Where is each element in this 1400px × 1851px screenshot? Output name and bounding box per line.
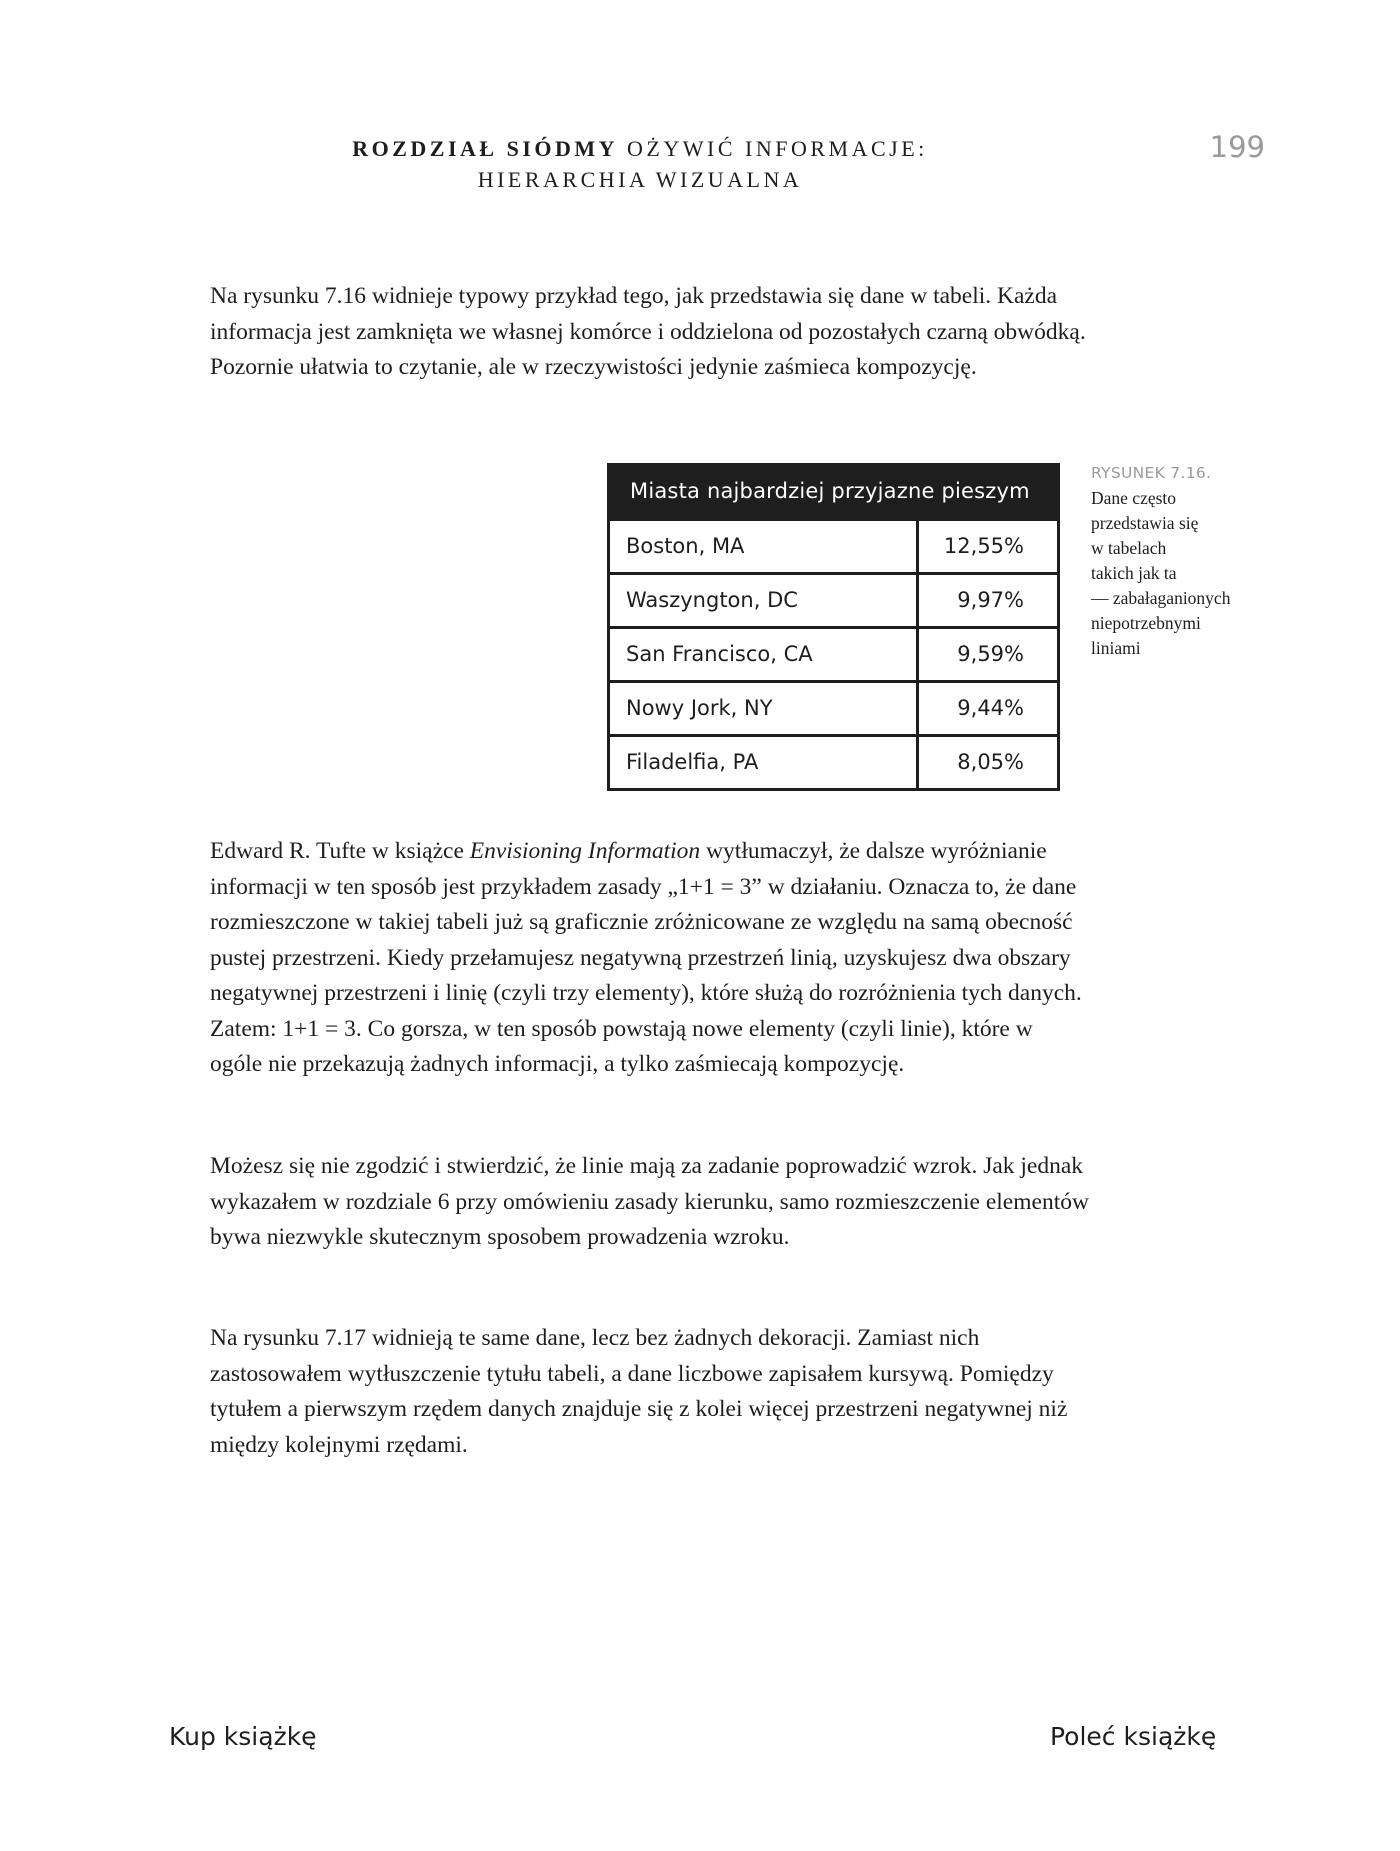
table-cell-city: San Francisco, CA [610, 629, 916, 680]
paragraph-3: Możesz się nie zgodzić i stwierdzić, że linie mają za zadanie poprowadzić wzrok. Jak jednak wykazałem w rozdziale 6 przy omówieniu zasady kierunku, samo rozmieszczenie elementów bywa niezwykle skutecznym sposobem prowadzenia wzroku. [210, 1153, 1089, 1250]
table-cell-value: 9,97% [919, 575, 1057, 626]
paragraph-4: Na rysunku 7.17 widnieją te same dane, lecz bez żadnych dekoracji. Zamiast nich zastosowałem wytłuszczenie tytułu tabeli, a dane liczbowe zapisałem kursywą. Pomiędzy tytułem a pierwszym rzędem danych znajduje się z kolei więcej przestrzeni negatywnej niż między kolejnymi rzędami. [210, 1325, 1068, 1458]
table-row [610, 629, 1057, 680]
paragraph-2-start: Edward R. Tufte w książce [210, 838, 470, 864]
header-line-1 [210, 133, 1070, 164]
paragraph-2-rest: wytłumaczył, że dalsze wyróżnianie informacji w ten sposób jest przykładem zasady „1+1 = 3” w działaniu. Oznacza to, że dane rozmieszczone w takiej tabeli już są graficznie zróżnicowane ze względu na samą obecność pustej przestrzeni. Kiedy przełamujesz negatywną przestrzeń linią, uzyskujesz dwa obszary negatywnej przestrzeni i linię (czyli trzy elementy), które służą do rozróżnienia tych danych. Zatem: 1+1 = 3. Co gorsza, w ten sposób powstają nowe elementy (czyli linie), które w ogóle nie przekazują żadnych informacji, a tylko zaśmiecają kompozycję. [210, 838, 1082, 1077]
table-cell-value: 8,05% [919, 737, 1057, 788]
table-row [610, 575, 1057, 626]
table-cell-value: 9,59% [919, 629, 1057, 680]
running-header [210, 133, 1070, 195]
table-row [610, 737, 1057, 788]
caption-label: RYSUNEK 7.16. [1091, 464, 1212, 482]
paragraph-2 [210, 834, 1090, 1083]
caption-line: takich jak ta [1091, 563, 1177, 583]
table-title: Miasta najbardziej przyjazne pieszym [607, 463, 1060, 520]
caption-line: niepotrzebnymi [1091, 613, 1201, 633]
table-row [610, 683, 1057, 734]
table-cell-value: 12,55% [919, 521, 1057, 572]
table-cell-city: Nowy Jork, NY [610, 683, 916, 734]
header-line-2: HIERARCHIA WIZUALNA [477, 167, 803, 192]
recommend-book-link[interactable]: Poleć książkę [1050, 1722, 1217, 1751]
caption-line: przedstawia się [1091, 513, 1199, 533]
figure-table [607, 463, 1060, 791]
page-number: 199 [1209, 130, 1265, 164]
table-cell-city: Boston, MA [610, 521, 916, 572]
buy-book-link[interactable]: Kup książkę [169, 1722, 317, 1751]
table-row [610, 521, 1057, 572]
chapter-label: ROZDZIAŁ SIÓDMY [352, 136, 619, 161]
table-cell-city: Filadelfia, PA [610, 737, 916, 788]
book-title: Envisioning Information [469, 838, 701, 864]
caption-line: liniami [1091, 638, 1141, 658]
caption-line: Dane często [1091, 488, 1177, 508]
table-cell-value: 9,44% [919, 683, 1057, 734]
caption-line: — zabałaganionych [1091, 588, 1231, 608]
chapter-title: OŻYWIĆ INFORMACJE: [627, 136, 928, 161]
table-cell-city: Waszyngton, DC [610, 575, 916, 626]
paragraph-1: Na rysunku 7.16 widnieje typowy przykład tego, jak przedstawia się dane w tabeli. Każda informacja jest zamknięta we własnej komórce i oddzielona od pozostałych czarną obwódką. Pozornie ułatwia to czytanie, ale w rzeczywistości jedynie zaśmieca kompozycję. [210, 283, 1086, 380]
figure-caption [1091, 461, 1271, 661]
caption-line: w tabelach [1091, 538, 1167, 558]
table-body [607, 520, 1060, 791]
